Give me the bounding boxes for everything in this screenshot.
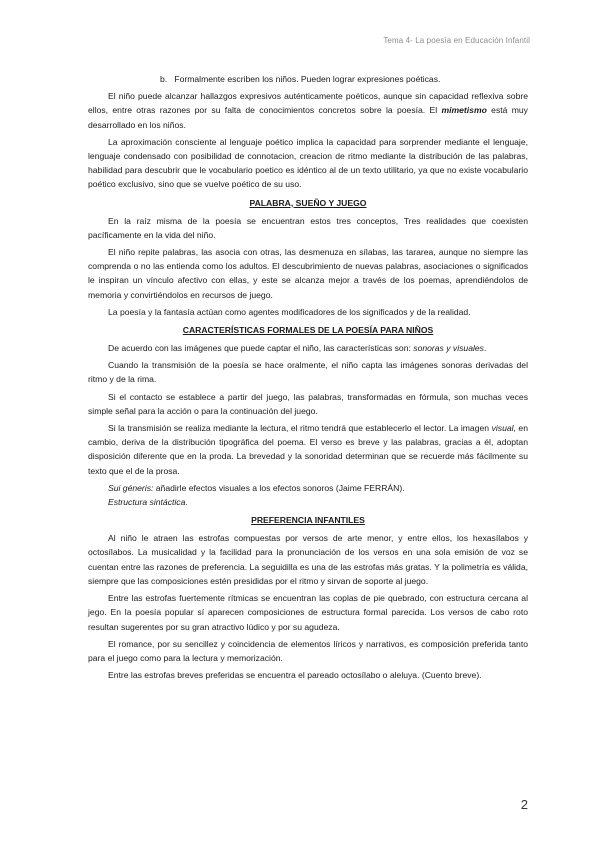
paragraph: Al niño le atraen las estrofas compuestas por versos de arte menor, y entre ellos, los hexasílabos y octosílabos. La musicalidad y la facilidad para la pronunciación de los versos en una sola emisión de voz se cuentan entre las razones de preferencia. La seguidilla es una de las estrofas más gratas. Y la polimetría es válida, siempre que las composiciones estén presididas por el ritmo y sirvan de soporte al juego. [88, 533, 528, 586]
running-header: Tema 4- La poesía en Educación Infantil [383, 36, 530, 45]
list-item-b: b. Formalmente escriben los niños. Pueden lograr expresiones poéticas. [160, 74, 441, 84]
paragraph: Entre las estrofas fuertemente rítmicas se encuentran las coplas de pie quebrado, con estructura cercana al jego. En la poesía popular sí aparecen composiciones de estructura formal parecida. Los versos de cabo roto resultan sugerentes por su gran atractivo lúdico y por su agudeza. [88, 593, 528, 632]
paragraph: El romance, por su sencillez y coincidencia de elementos líricos y narrativos, es composición preferida tanto para el juego como para la lectura y memorización. [88, 638, 528, 663]
paragraph: La poesía y la fantasía actúan como agentes modificadores de los significados y de la realidad. [108, 306, 471, 317]
page-number: 2 [520, 797, 528, 812]
section-heading: CARACTERÍSTICAS FORMALES DE LA POESÍA PARA NIÑOS [182, 325, 434, 336]
paragraph: Sui géneris: añadirle efectos visuales a los efectos sonoros (Jaime FERRÁN). [108, 482, 405, 493]
paragraph: Si la transmisión se realiza mediante la lectura, el ritmo tendrá que establecerlo el lector. La imagen visual, en cambio, deriva de la distribución tipográfica del poema. El verso es breve y las palabras, gracias a él, adoptan disposición diferente que en la proda. La brevedad y la sonoridad determinan que se recuerde más fácilmente su texto que el de la prosa. [88, 423, 528, 476]
paragraph: De acuerdo con las imágenes que puede captar el niño, las características son: sonoras y visuales. [108, 343, 487, 354]
section-heading: PREFERENCIA INFANTILES [251, 515, 365, 526]
emphasis: Estructura sintáctica [108, 497, 186, 508]
emphasis: sonoras y visuales [413, 343, 484, 354]
paragraph: Cuando la transmisión de la poesía se hace oralmente, el niño capta las imágenes sonoras derivadas del ritmo y de la rima. [88, 360, 528, 385]
paragraph: En la raíz misma de la poesía se encuentran estos tres conceptos, Tres realidades que coexisten pacíficamente en la vida del niño. [88, 215, 528, 240]
paragraph: Si el contacto se establece a partir del juego, las palabras, transformadas en fórmula, son muchas veces simple señal para la acción o para la continuación del juego. [88, 391, 528, 416]
paragraph: El niño repite palabras, las asocia con otras, las desmenuza en sílabas, las tararea, aunque no siempre las comprenda o no las entienda como los adultos. El descubrimiento de nuevas palabras, asociaciones o significados le inspiran un vínculo afectivo con ellas, y este se alcanza mejor a través de los poemas, aprendiéndolos de memoria y convirtiéndolos en recursos de juego. [88, 247, 528, 300]
paragraph: La aproximación consciente al lenguaje poético implica la capacidad para sorprender mediante el lenguaje, lenguaje condensado con posibilidad de connotacion, creacion de ritmo mediante la distribución de las palabras, habilidad para descubrir que le vocabulario poetico es idéntico al de un texto utilitario, ya que no existe vocabulario poético exclusivo, sino que se vuelve poético de su uso. [88, 136, 528, 190]
paragraph: El niño puede alcanzar hallazgos expresivos auténticamente poéticos, aunque sin capacidad reflexiva sobre ellos, entre otras razones por su falta de conocimientos concretos sobre la poesía. El mimetismo está muy desarrollado en los niños. [88, 91, 528, 130]
emphasis: Sui géneris: [108, 482, 154, 493]
paragraph: Estructura sintáctica. [108, 497, 188, 508]
section-heading: PALABRA, SUEÑO Y JUEGO [249, 197, 367, 208]
paragraph: Entre las estrofas breves preferidas se encuentra el pareado octosílabo o aleluya. (Cuento breve). [108, 670, 482, 681]
emphasis: visual [491, 423, 514, 434]
emphasis: mimetismo [441, 105, 487, 116]
document-body [88, 72, 528, 685]
